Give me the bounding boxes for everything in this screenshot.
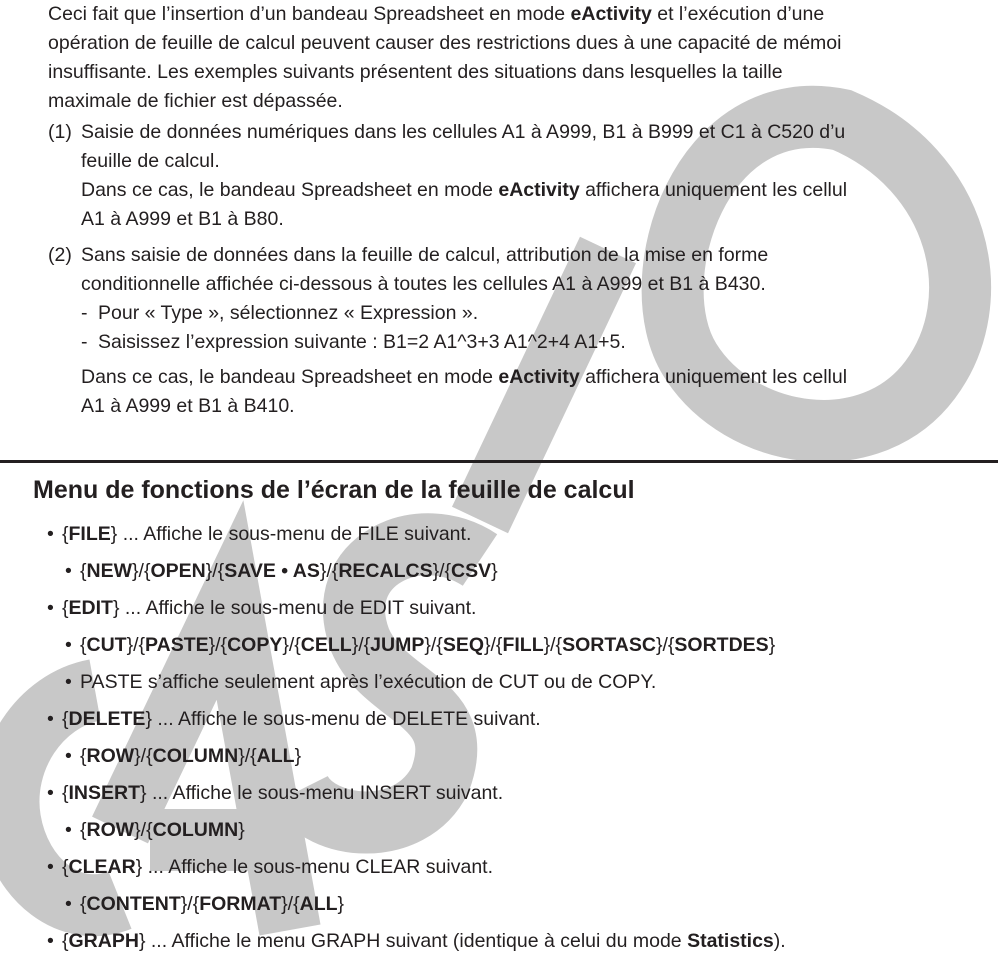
menu-entry-edit: • {EDIT} ... Affiche le sous-menu de EDIT suivant. — [62, 594, 476, 623]
item-line: A1 à A999 et B1 à B410. — [81, 395, 295, 417]
intro-line-3: insuffisante. Les exemples suivants présentent des situations dans lesquelles la taille — [48, 61, 783, 83]
item-line: Saisie de données numériques dans les cellules A1 à A999, B1 à B999 et C1 à C520 d’u — [81, 121, 846, 143]
submenu-edit: • {CUT}/{PASTE}/{COPY}/{CELL}/{JUMP}/{SEQ}/{FILL}/{SORTASC}/{SORTDES} — [80, 631, 775, 660]
intro-line-4: maximale de fichier est dépassée. — [48, 90, 343, 112]
submenu-delete: • {ROW}/{COLUMN}/{ALL} — [80, 742, 301, 771]
menu-entry-delete: • {DELETE} ... Affiche le sous-menu de DELETE suivant. — [62, 705, 541, 734]
item-line: feuille de calcul. — [81, 150, 220, 172]
menu-entry-clear: • {CLEAR} ... Affiche le sous-menu CLEAR suivant. — [62, 853, 493, 882]
item-sub-line: - Saisissez l’expression suivante : B1=2 A1^3+3 A1^2+4 A1+5. — [81, 328, 847, 357]
submenu-insert: • {ROW}/{COLUMN} — [80, 816, 245, 845]
menu-entry-file: • {FILE} ... Affiche le sous-menu de FILE suivant. — [62, 520, 471, 549]
item-line: conditionnelle affichée ci-dessous à toutes les cellules A1 à A999 et B1 à B430. — [81, 273, 766, 295]
submenu-file: • {NEW}/{OPEN}/{SAVE • AS}/{RECALCS}/{CSV} — [80, 557, 498, 586]
item-line: Sans saisie de données dans la feuille de calcul, attribution de la mise en forme — [81, 244, 769, 266]
menu-entry-insert: • {INSERT} ... Affiche le sous-menu INSERT suivant. — [62, 779, 503, 808]
item-line: A1 à A999 et B1 à B80. — [81, 208, 284, 230]
item-line: Dans ce cas, le bandeau Spreadsheet en mode eActivity affichera uniquement les cellul — [81, 179, 848, 201]
section-title: Menu de fonctions de l’écran de la feuille de calcul — [33, 476, 635, 504]
edit-note: • PASTE s’affiche seulement après l’exécution de CUT ou de COPY. — [80, 668, 656, 697]
item-number: (2) — [48, 244, 72, 266]
intro-paragraph — [48, 0, 998, 116]
intro-line-1: Ceci fait que l’insertion d’un bandeau Spreadsheet en mode eActivity et l’exécution d’une — [48, 3, 825, 25]
menu-entry-graph: • {GRAPH} ... Affiche le menu GRAPH suivant (identique à celui du mode Statistics). — [62, 927, 786, 956]
item-number: (1) — [48, 121, 72, 143]
item-line: Dans ce cas, le bandeau Spreadsheet en mode eActivity affichera uniquement les cellul — [81, 366, 848, 388]
submenu-clear: • {CONTENT}/{FORMAT}/{ALL} — [80, 890, 344, 919]
section-divider — [0, 460, 998, 463]
intro-line-2: opération de feuille de calcul peuvent causer des restrictions dues à une capacité de mémoi — [48, 32, 842, 54]
item-sub-line: - Pour « Type », sélectionnez « Expression ». — [81, 299, 847, 328]
